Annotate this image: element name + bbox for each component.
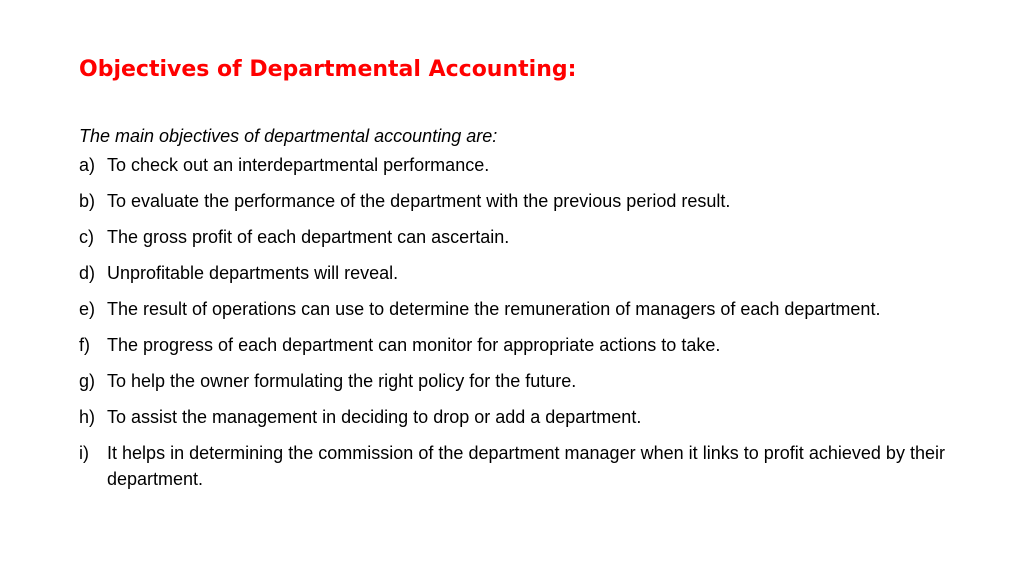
objective-item-d xyxy=(79,260,945,286)
objective-letter: g) xyxy=(79,371,96,391)
objective-item-b xyxy=(79,188,945,214)
objective-item-e xyxy=(79,296,945,322)
objective-letter: h) xyxy=(79,407,96,427)
objective-letter: d) xyxy=(79,263,96,283)
objective-item-c xyxy=(79,224,945,250)
objective-letter: f) xyxy=(79,335,90,355)
objective-text: To assist the management in deciding to drop or add a department. xyxy=(107,407,642,427)
objective-text: The result of operations can use to determine the remuneration of managers of each department. xyxy=(107,299,881,319)
objective-text: It helps in determining the commission of the department manager when it links to profit achieved by their department. xyxy=(107,443,945,489)
slide-title xyxy=(79,54,576,86)
objective-letter: b) xyxy=(79,191,96,211)
objective-text: To check out an interdepartmental performance. xyxy=(107,155,490,175)
objective-text: Unprofitable departments will reveal. xyxy=(107,263,399,283)
objective-text: To evaluate the performance of the department with the previous period result. xyxy=(107,191,731,211)
objective-item-f xyxy=(79,332,945,358)
objective-letter: e) xyxy=(79,299,96,319)
objective-letter: a) xyxy=(79,155,96,175)
slide-title-text: Objectives of Departmental Accounting: xyxy=(79,57,577,82)
objective-item-g xyxy=(79,368,945,394)
intro-text: The main objectives of departmental accounting are: xyxy=(79,126,498,146)
objective-text: The progress of each department can monitor for appropriate actions to take. xyxy=(107,335,721,355)
objective-text: The gross profit of each department can ascertain. xyxy=(107,227,510,247)
objective-item-a xyxy=(79,152,945,178)
slide-content xyxy=(79,122,945,502)
objective-letter: c) xyxy=(79,227,94,247)
objective-letter: i) xyxy=(79,443,89,463)
objective-item-h xyxy=(79,404,945,430)
objective-text: To help the owner formulating the right policy for the future. xyxy=(107,371,577,391)
objective-item-i xyxy=(79,440,945,492)
objectives-list xyxy=(79,152,945,492)
